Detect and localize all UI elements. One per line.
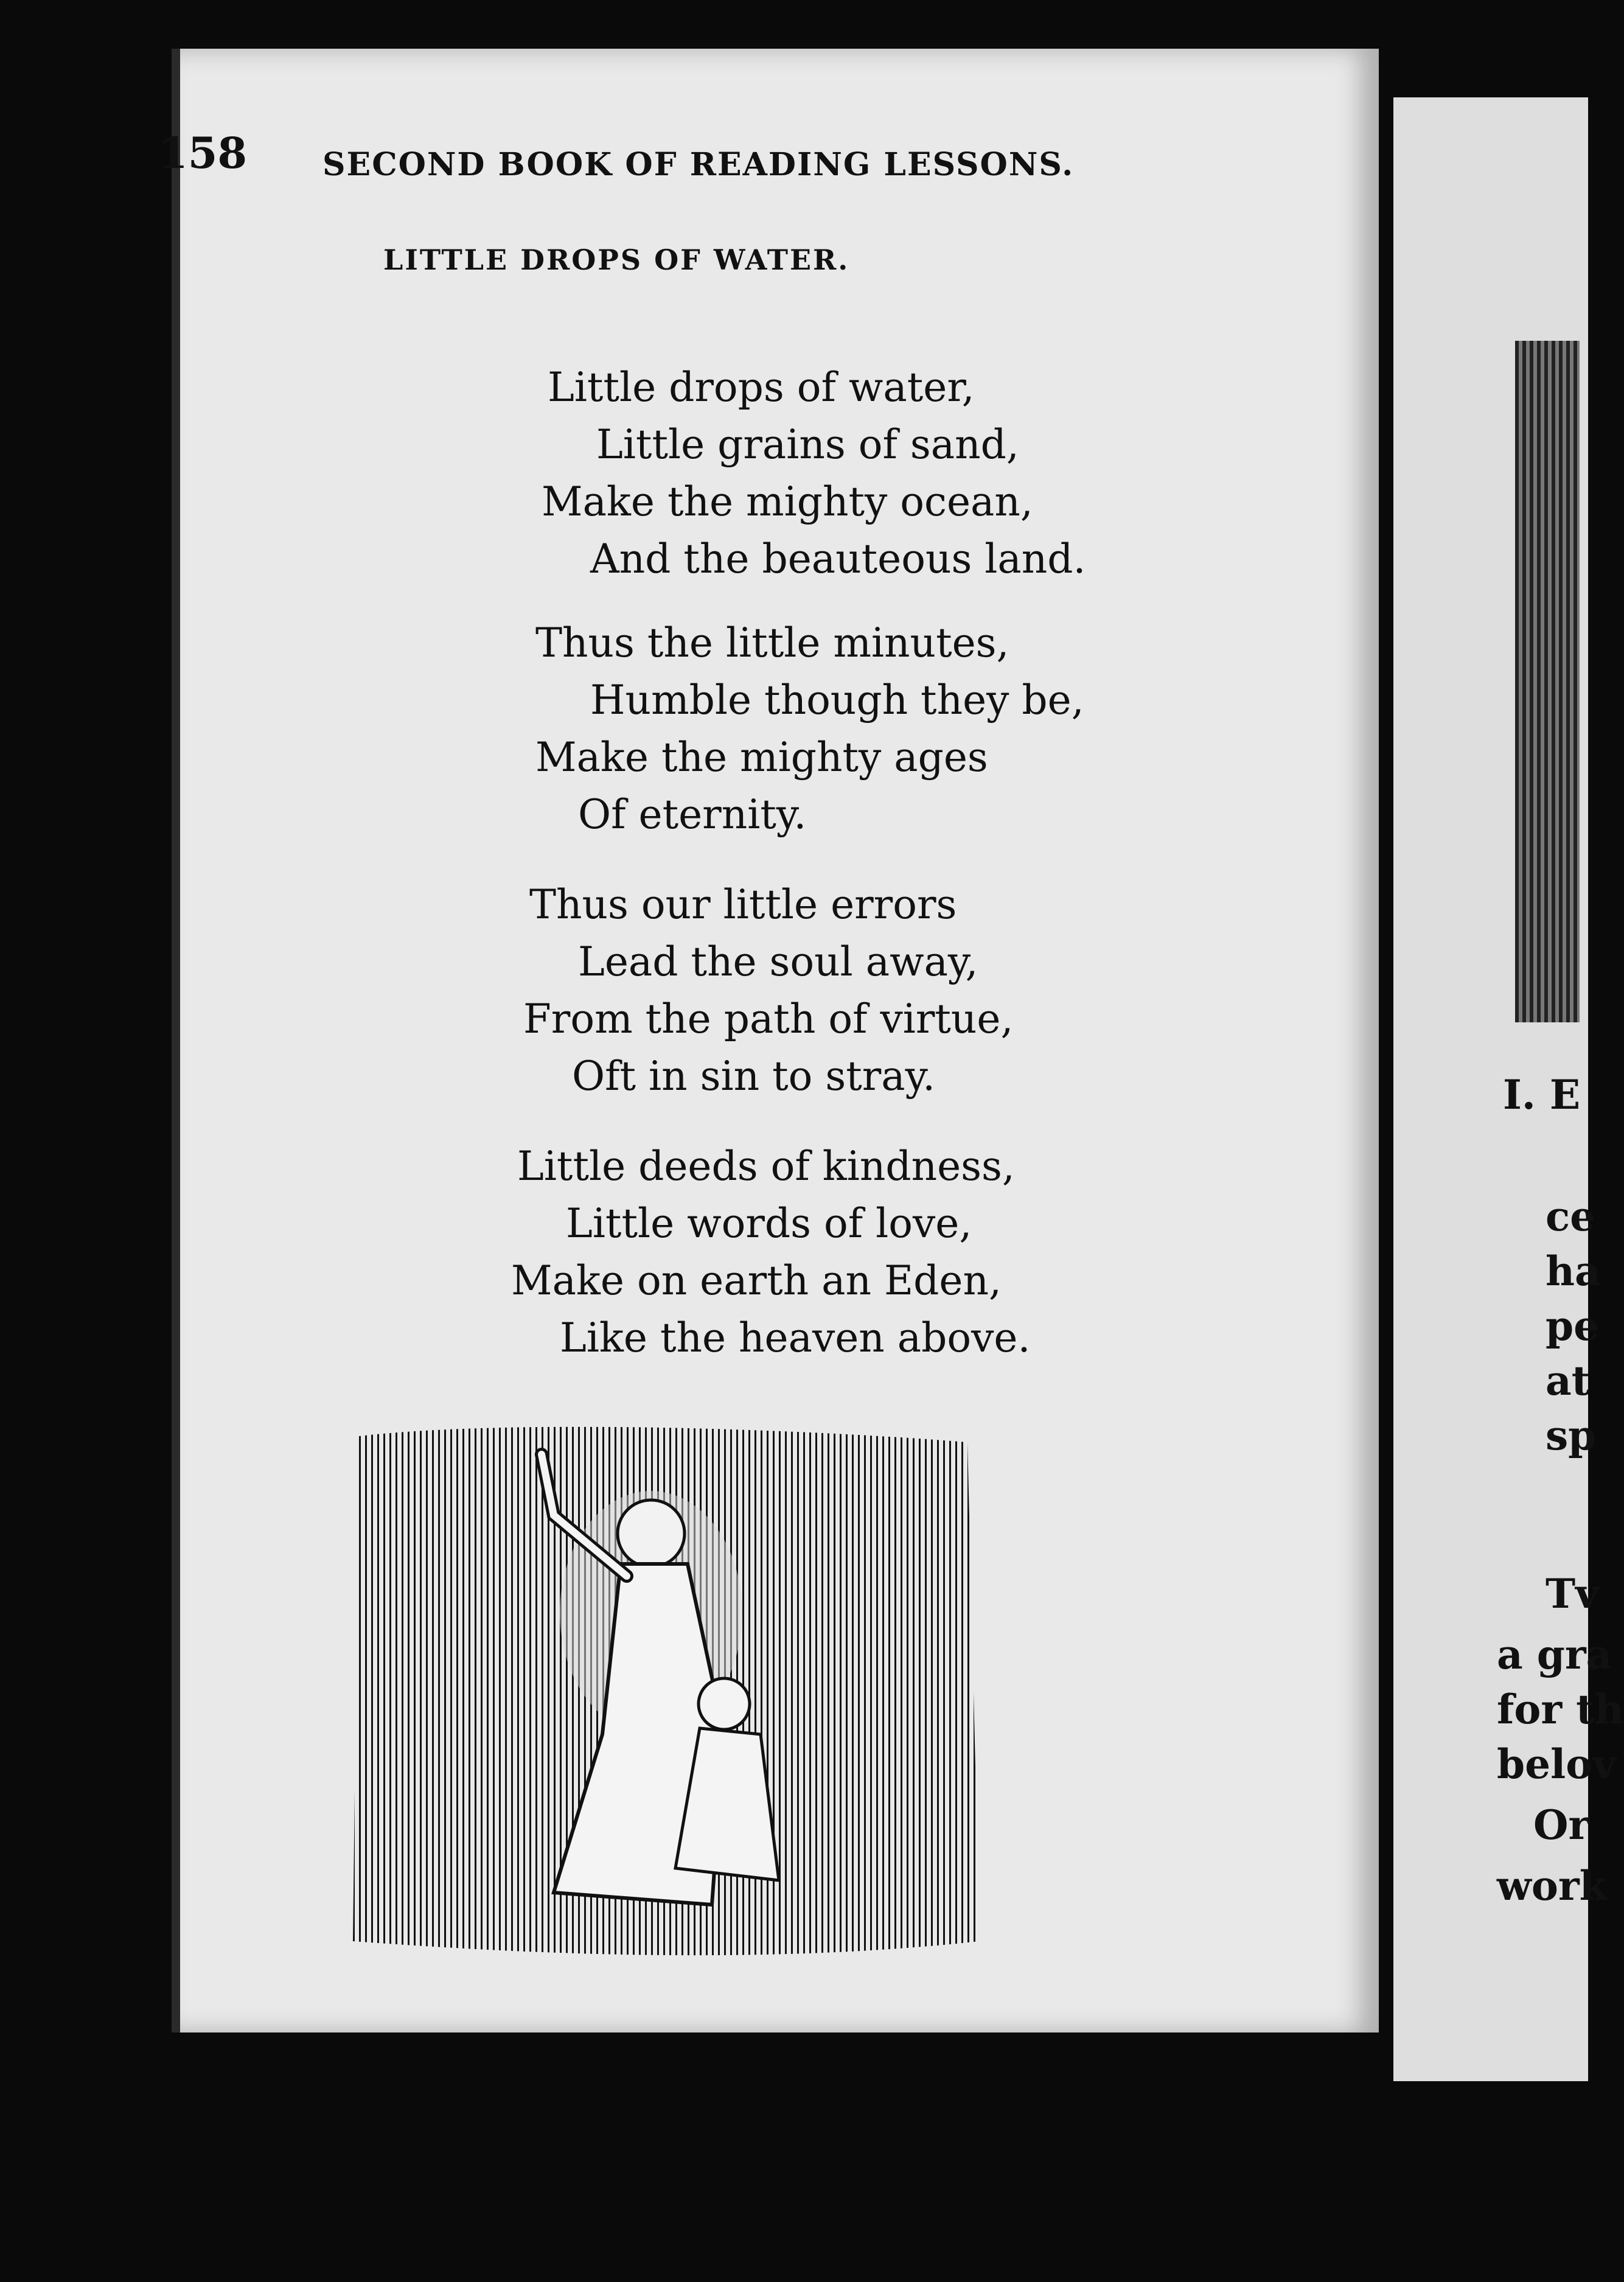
stanza-1 <box>341 359 1086 588</box>
poem-line: Of eternity. <box>578 791 807 838</box>
woman-and-child-engraving <box>335 1418 998 1966</box>
poem-line: Little drops of water, <box>548 364 975 411</box>
right-page-fragment: pe <box>1546 1302 1600 1350</box>
right-page-fragment: for th <box>1497 1686 1624 1733</box>
poem-line: Thus our little errors <box>529 881 957 928</box>
engraving-illustration <box>335 1418 998 2282</box>
stanza-4 <box>341 1138 1071 1367</box>
poem-line: And the beauteous land. <box>590 536 1086 582</box>
right-page-fragment: sp <box>1546 1412 1597 1459</box>
stanza-3 <box>341 876 1071 1105</box>
poem-line: Little grains of sand, <box>596 421 1019 468</box>
right-page-fragment: Or <box>1533 1801 1590 1849</box>
running-title: SECOND BOOK OF READING LESSONS. <box>322 146 1075 183</box>
poem-line: Make the mighty ocean, <box>542 478 1033 525</box>
right-page-engraving <box>1515 341 1580 1022</box>
right-page-fragment: work <box>1497 1862 1608 1910</box>
poem-line: Humble though they be, <box>590 677 1084 724</box>
poem-line: Like the heaven above. <box>560 1314 1031 1361</box>
stanza-2 <box>341 615 1084 843</box>
right-page-fragment: ha <box>1546 1247 1601 1295</box>
right-page-fragment: I. E <box>1503 1071 1581 1118</box>
poem-line: From the path of virtue, <box>523 996 1014 1042</box>
right-page-fragment: belov <box>1497 1740 1616 1788</box>
poem-line: Lead the soul away, <box>578 938 978 985</box>
poem-line: Make the mighty ages <box>535 734 988 781</box>
page-number: 158 <box>158 128 248 178</box>
right-page-fragment: a gra <box>1497 1631 1612 1678</box>
poem-line: Oft in sin to stray. <box>572 1053 936 1100</box>
poem-line: Make on earth an Eden, <box>511 1257 1002 1304</box>
right-page-fragment: at <box>1546 1357 1591 1404</box>
right-page-fragment: Tv <box>1546 1570 1599 1617</box>
poem-line: Thus the little minutes, <box>535 619 1009 666</box>
poem-title: LITTLE DROPS OF WATER. <box>383 243 850 276</box>
poem-line: Little words of love, <box>566 1200 972 1247</box>
poem-line: Little deeds of kindness, <box>517 1143 1015 1190</box>
right-page-fragment: ce <box>1546 1193 1596 1240</box>
